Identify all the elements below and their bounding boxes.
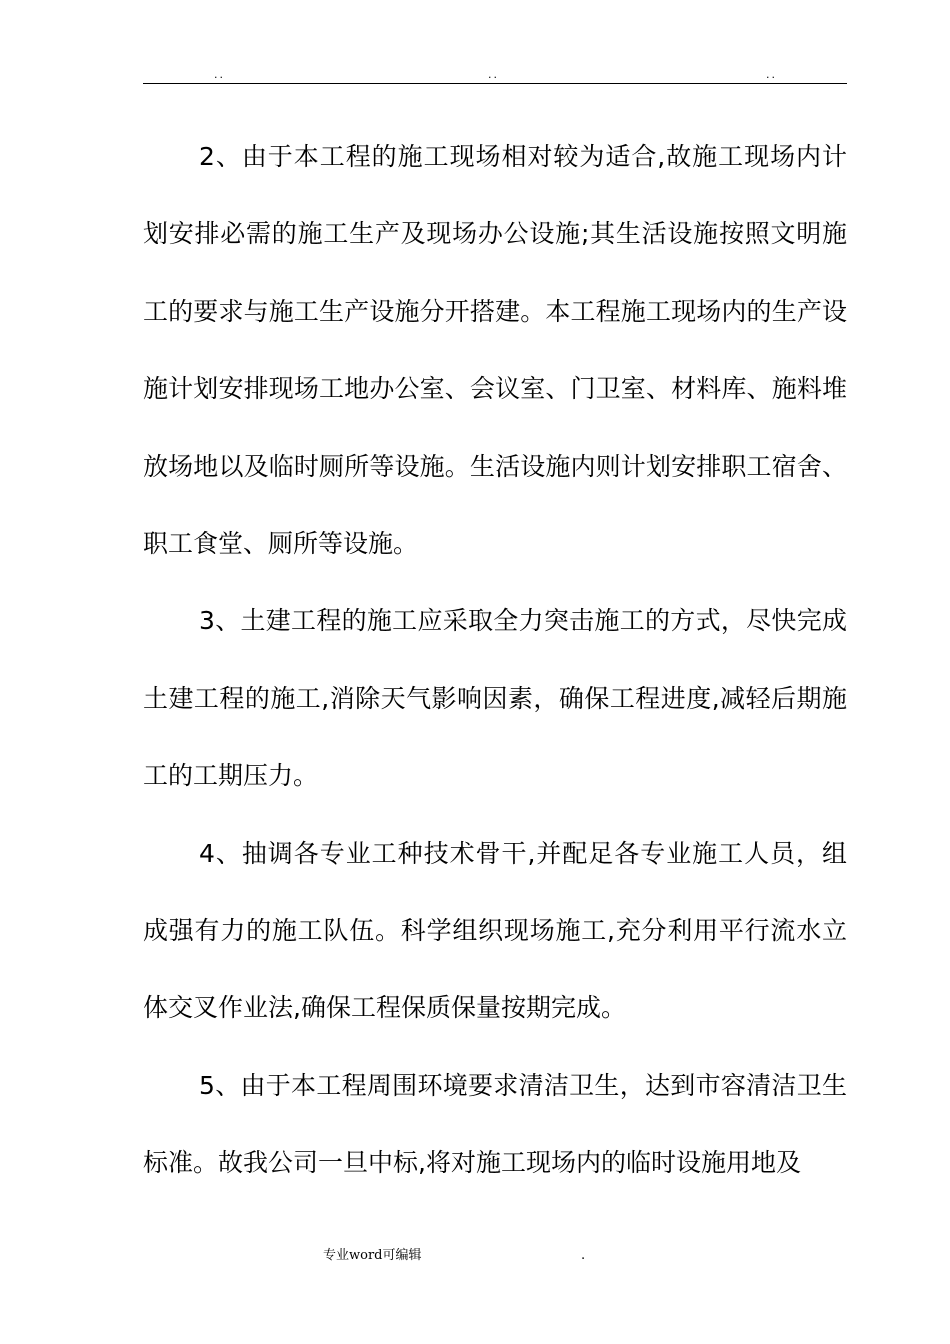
paragraph-2: 2、由于本工程的施工现场相对较为适合,故施工现场内计划安排必需的施工生产及现场办公设施;其生活设施按照文明施工的要求与施工生产设施分开搭建。本工程施工现场内的生产设施计划安排现场工地办公室、会议室、门卫室、材料库、施料堆放场地以及临时厕所等设施。生活设施内则计划安排职工宿舍、职工食堂、厕所等设施。 bbox=[143, 142, 847, 559]
body-text bbox=[143, 118, 847, 1202]
paragraph-5: 5、由于本工程周围环境要求清洁卫生，达到市容清洁卫生标准。故我公司一旦中标,将对施工现场内的临时设施用地及 bbox=[143, 1070, 847, 1178]
footer-editable-note: 专业word可编辑 bbox=[323, 1248, 422, 1263]
paragraph-4: 4、抽调各专业工种技术骨干,并配足各专业施工人员，组成强有力的施工队伍。科学组织现场施工,充分利用平行流水立体交叉作业法,确保工程保质保量按期完成。 bbox=[143, 838, 847, 1023]
footer-dot: . bbox=[581, 1248, 586, 1263]
header-rule bbox=[143, 83, 847, 84]
paragraph-3: 3、土建工程的施工应采取全力突击施工的方式，尽快完成土建工程的施工,消除天气影响因素，确保工程进度,减轻后期施工的工期压力。 bbox=[143, 606, 847, 791]
header-dots-left: .. bbox=[214, 68, 225, 81]
header-dots-right: .. bbox=[766, 68, 777, 81]
header-dots-middle: .. bbox=[488, 68, 499, 81]
